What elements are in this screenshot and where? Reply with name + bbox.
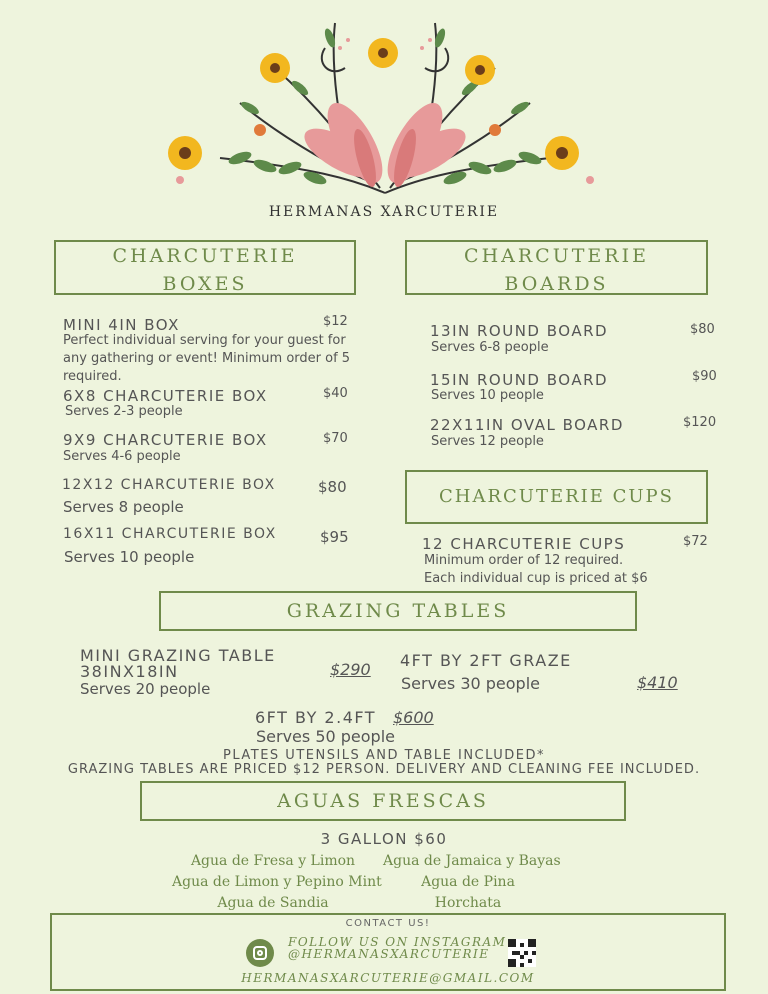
aguas-title: AGUAS FRESCAS (277, 790, 489, 812)
board-item-price: $90 (692, 369, 717, 384)
box-item-desc: any gathering or event! Minimum order of 5 (63, 351, 351, 366)
board-item-desc: Serves 6-8 people (431, 340, 549, 355)
grazing-4ft-desc: Serves 30 people (401, 674, 540, 693)
agua-flavor: Agua de Jamaica y Bayas (383, 853, 561, 869)
aguas-size-price: 3 GALLON $60 (320, 830, 448, 848)
box-item-desc: Serves 10 people (64, 548, 195, 566)
box-item-name: 6X8 CHARCUTERIE BOX (63, 387, 268, 405)
qr-code-icon[interactable] (508, 939, 536, 967)
cups-item-price: $72 (683, 534, 708, 549)
board-item-desc: Serves 10 people (431, 388, 544, 403)
grazing-mini-desc: Serves 20 people (80, 680, 211, 698)
grazing-6ft-name: 6FT BY 2.4FT (255, 708, 377, 727)
floral-header-illustration (150, 8, 620, 208)
grazing-mini-price: $290 (330, 660, 371, 679)
cups-item-desc: Minimum order of 12 required. (424, 553, 624, 568)
boxes-section-header (54, 240, 356, 295)
boxes-title-line2: BOXES (162, 273, 248, 295)
grazing-6ft-price: $600 (393, 708, 434, 727)
grazing-note: PLATES UTENSILS AND TABLE INCLUDED* (223, 748, 545, 763)
agua-flavor: Agua de Pina (421, 874, 515, 890)
grazing-mini-size: 38INX18IN (80, 662, 179, 681)
cups-section-header (405, 470, 708, 524)
box-item-price: $95 (320, 528, 349, 546)
box-item-price: $70 (323, 431, 348, 446)
board-item-price: $80 (690, 322, 715, 337)
grazing-4ft-name: 4FT BY 2FT GRAZE (400, 651, 572, 670)
boxes-title-line1: CHARCUTERIE (112, 245, 298, 267)
agua-flavor: Horchata (434, 895, 502, 911)
board-item-price: $120 (683, 415, 717, 430)
agua-flavor: Agua de Fresa y Limon (190, 853, 356, 869)
box-item-desc: Serves 4-6 people (63, 449, 181, 464)
grazing-6ft-desc: Serves 50 people (256, 727, 395, 746)
boards-section-header (405, 240, 708, 295)
box-item-desc: Serves 2-3 people (65, 404, 183, 419)
box-item-desc: Serves 8 people (63, 498, 184, 516)
cups-title: CHARCUTERIE CUPS (438, 486, 675, 507)
boards-title-line1: CHARCUTERIE (464, 245, 649, 267)
board-item-name: 13IN ROUND BOARD (430, 322, 609, 340)
grazing-note: GRAZING TABLES ARE PRICED $12 PERSON. DELIVERY AND CLEANING FEE INCLUDED. (67, 762, 701, 777)
contact-box (50, 913, 726, 991)
contact-label: CONTACT US! (345, 918, 431, 929)
cups-item-name: 12 CHARCUTERIE CUPS (422, 535, 626, 553)
board-item-desc: Serves 12 people (431, 434, 544, 449)
instagram-icon[interactable] (246, 939, 274, 967)
box-item-name: 12X12 CHARCUTERIE BOX (62, 477, 276, 493)
instagram-follow: FOLLOW US ON INSTAGRAM (288, 935, 507, 949)
grazing-section-header (159, 591, 637, 631)
grazing-4ft-price: $410 (637, 673, 678, 692)
boards-title-line2: BOARDS (504, 273, 609, 295)
board-item-name: 15IN ROUND BOARD (430, 371, 609, 389)
box-item-name: 16X11 CHARCUTERIE BOX (63, 526, 277, 542)
agua-flavor: Agua de Limon y Pepino Mint (172, 874, 382, 890)
instagram-handle[interactable]: @HERMANASXARCUTERIE (288, 947, 490, 961)
contact-email[interactable]: HERMANASXARCUTERIE@GMAIL.COM (241, 971, 535, 985)
board-item-name: 22X11IN OVAL BOARD (430, 416, 624, 434)
agua-flavor: Agua de Sandia (217, 895, 329, 911)
brand-name: HERMANAS XARCUTERIE (268, 204, 500, 220)
box-item-price: $40 (323, 386, 348, 401)
grazing-title: GRAZING TABLES (286, 600, 510, 622)
box-item-price: $12 (323, 314, 348, 329)
box-item-name: 9X9 CHARCUTERIE BOX (63, 431, 268, 449)
box-item-desc: required. (63, 369, 122, 384)
box-item-price: $80 (318, 478, 347, 496)
cups-item-desc: Each individual cup is priced at $6 (424, 571, 648, 586)
box-item-name: MINI 4IN BOX (63, 316, 180, 334)
grazing-mini-name: MINI GRAZING TABLE (80, 646, 276, 665)
aguas-section-header (140, 781, 626, 821)
box-item-desc: Perfect individual serving for your guest for (63, 333, 346, 348)
